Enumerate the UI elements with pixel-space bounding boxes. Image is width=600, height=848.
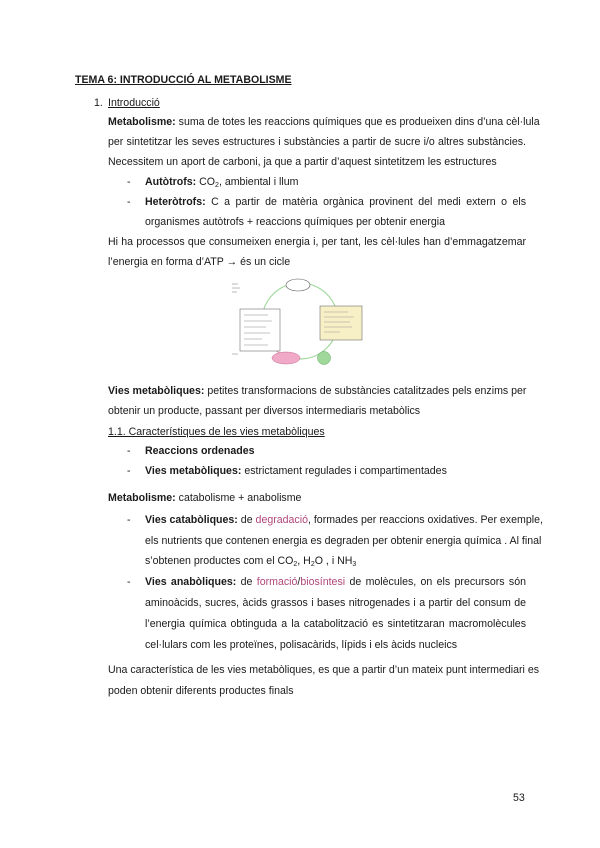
paragraph-vies-line1: Vies metabòliques: petites transformacions de substàncies catalitzades pels enzims per [108,385,527,397]
bullet-dash: - [127,196,131,208]
bullet-autotrofs: Autòtrofs: $CO_2$, ambiental i llum [145,176,299,189]
paragraph-metabolisme-line1: Metabolisme: suma de totes les reaccions químiques que es produeixen dins d’una cèl·lula [108,116,540,128]
bullet-heterotrofs-line2: organismes autòtrofs + reaccions químiques per obtenir energia [145,216,446,228]
paragraph-metabolisme-line3: Necessitem un aport de carboni, ja que a partir d’aquest sintetitzem les estructures [108,156,497,168]
subsection-title: 1.1. Característiques de les vies metabòliques [108,426,325,438]
paragraph-final-line1: Una característica de les vies metabòliques, es que a partir d’un mateix punt intermediari es [108,664,540,676]
bullet-anab-line4: cel·lulars com les proteïnes, polisacàrids, lípids i els àcids nucleics [145,639,458,651]
bullet-dash: - [127,465,131,477]
section-title: Introducció [108,97,160,109]
term-metabolisme: Metabolisme: [108,116,176,128]
bullet-catab-line3: s’obtenen productes com el $CO_2$, $H_2O$ , i $NH_3$ [145,555,357,568]
bullet-anab-line2: aminoàcids, sucres, àcids grassos i bases nitrogenades i a partir del consum de [145,597,526,609]
bullet-catab-line1: Vies catabòliques: de degradació, formades per reaccions oxidatives. Per exemple, [145,514,543,526]
bullet-dash: - [127,445,131,457]
bullet-dash: - [127,514,131,526]
bullet-heterotrofs-line1: Heteròtrofs: C a partir de matèria orgànica provinent del medi extern o els [145,196,526,208]
page-number: 53 [513,792,525,804]
bullet-anab-line1: Vies anabòliques: de formació/biosíntesi de molècules, on els precursors són [145,576,526,588]
atp-cycle-diagram [228,276,372,368]
bullet-catab-line2: els nutrients que contenen energia es degraden per obtenir energia química . Al final [145,535,542,547]
bullet-reaccions-ordenades: Reaccions ordenades [145,445,255,457]
paragraph-atp-line2: l’energia en forma d’ATP → és un cicle [108,256,291,268]
bullet-vies-regulades: Vies metabòliques: estrictament regulades i compartimentades [145,465,447,477]
bullet-dash: - [127,576,131,588]
section-number: 1. [94,97,103,109]
bullet-anab-line3: l’energia química obtinguda a la catabolització es sintetitzaran macromolècules [145,618,526,630]
paragraph-final-line2: poden obtenir diferents productes finals [108,685,294,697]
paragraph-metabolisme-line2: per sintetitzar les seves estructures i substàncies a partir de sucre i/o altres substàncies. [108,136,526,148]
paragraph-metabolisme2: Metabolisme: catabolisme + anabolisme [108,492,302,504]
paragraph-vies-line2: obtenir un producte, passant per diversos intermediaris metabòlics [108,405,421,417]
document-title: TEMA 6: INTRODUCCIÓ AL METABOLISME [75,74,292,86]
bullet-dash: - [127,176,131,188]
paragraph-atp-line1: Hi ha processos que consumeixen energia i, per tant, les cèl·lules han d’emmagatzemar [108,236,526,248]
